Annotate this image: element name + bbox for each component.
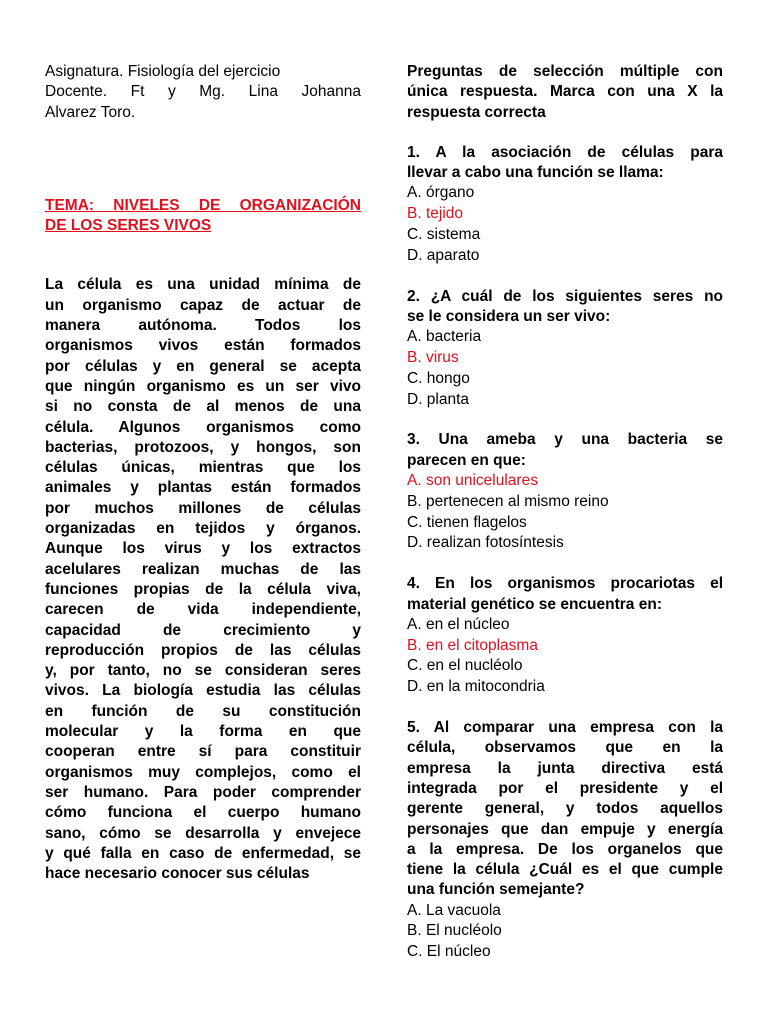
intro-line: ser humano. Para poder comprender <box>45 783 361 801</box>
answer-option[interactable]: C. sistema <box>407 226 481 244</box>
intro-line: organismos vivos están formados <box>45 337 361 355</box>
answer-option[interactable]: D. en la mitocondria <box>407 678 545 696</box>
intro-line: molecular y la forma en que <box>45 723 361 741</box>
question-1 <box>407 143 723 267</box>
intro-paragraph <box>45 275 361 884</box>
left-column <box>45 62 361 884</box>
question-list <box>407 143 723 963</box>
subject-line: Asignatura. Fisiología del ejercicio <box>45 63 281 80</box>
question-text-line: se le considera un ser vivo: <box>407 307 611 325</box>
intro-line: acelulares realizan muchas de las <box>45 560 361 578</box>
question-text-line: una función semejante? <box>407 881 585 899</box>
instructions-line-1: Preguntas de selección múltiple con <box>407 63 723 80</box>
intro-line: en función de su constitución <box>45 702 361 720</box>
intro-line: manera autónoma. Todos los <box>45 317 361 335</box>
intro-line: un organismo capaz de actuar de <box>45 296 361 314</box>
question-text-line: 4. En los organismos procariotas el <box>407 575 723 593</box>
question-4 <box>407 574 723 698</box>
intro-line: vivos. La biología estudia las células <box>45 682 361 700</box>
question-text <box>407 574 723 615</box>
question-text-line: tiene la célula ¿Cuál es el que cumple <box>407 861 723 879</box>
question-text-line: a la empresa. De los organelos que <box>407 840 723 858</box>
right-column <box>407 62 723 963</box>
answer-option[interactable]: C. El núcleo <box>407 943 491 961</box>
instructions-line-3: respuesta correcta <box>407 103 546 121</box>
question-text-line: llevar a cabo una función se llama: <box>407 164 664 182</box>
intro-line: organizadas en tejidos y órganos. <box>45 520 361 538</box>
intro-line: que ningún organismo es un ser vivo <box>45 377 361 395</box>
question-2 <box>407 287 723 411</box>
intro-line: capacidad de crecimiento y <box>45 621 361 639</box>
question-text-line: 2. ¿A cuál de los siguientes seres no <box>407 287 723 305</box>
intro-line: funciones propias de la célula viva, <box>45 580 361 598</box>
answer-option-correct[interactable]: B. tejido <box>407 205 464 223</box>
intro-line: carecen de vida independiente, <box>45 601 361 619</box>
intro-line: Aunque los virus y los extractos <box>45 540 361 558</box>
question-text <box>407 143 723 184</box>
intro-line: cómo funciona el cuerpo humano <box>45 804 361 822</box>
answer-option[interactable]: C. hongo <box>407 369 470 387</box>
intro-line: organismos muy complejos, como el <box>45 763 361 781</box>
answer-option[interactable]: A. órgano <box>407 184 475 202</box>
intro-line: y qué falla en caso de enfermedad, se <box>45 844 361 862</box>
intro-line: bacterias, protozoos, y hongos, son <box>45 438 361 456</box>
question-text-line: empresa la junta directiva está <box>407 759 723 777</box>
question-text <box>407 718 723 901</box>
question-text-line: personajes que dan empuje y energía <box>407 820 723 838</box>
question-text-line: parecen en que: <box>407 451 526 469</box>
topic-title-line-1: TEMA: NIVELES DE ORGANIZACIÓN <box>45 196 361 214</box>
intro-line: La célula es una unidad mínima de <box>45 276 361 294</box>
answer-option[interactable]: B. pertenecen al mismo reino <box>407 492 609 510</box>
teacher-line: Docente. Ft y Mg. Lina Johanna <box>45 83 361 101</box>
answer-option[interactable]: D. aparato <box>407 246 480 264</box>
answer-option[interactable]: A. en el núcleo <box>407 615 510 633</box>
intro-line: animales y plantas están formados <box>45 479 361 497</box>
answer-option[interactable]: A. La vacuola <box>407 901 501 919</box>
question-text-line: material genético se encuentra en: <box>407 595 662 613</box>
intro-line: y, por tanto, no se consideran seres <box>45 662 361 680</box>
answer-option[interactable]: C. tienen flagelos <box>407 513 527 531</box>
course-header <box>45 62 361 123</box>
topic-title-line-2: DE LOS SERES VIVOS <box>45 217 212 235</box>
teacher-name-line: Alvarez Toro. <box>45 103 136 121</box>
answer-option[interactable]: D. planta <box>407 390 470 408</box>
topic-title <box>45 196 361 237</box>
intro-line: por muchos millones de células <box>45 499 361 517</box>
intro-line: si no consta de al menos de una <box>45 398 361 416</box>
instructions-line-2: única respuesta. Marca con una X la <box>407 83 723 101</box>
intro-line: sano, cómo se desarrolla y envejece <box>45 824 361 842</box>
question-text <box>407 430 723 471</box>
question-text-line: 5. Al comparar una empresa con la <box>407 719 723 737</box>
intro-line: cooperan entre sí para constituir <box>45 743 361 761</box>
answer-option-correct[interactable]: B. virus <box>407 349 459 367</box>
question-text-line: célula, observamos que en la <box>407 739 723 757</box>
intro-line: célula. Algunos organismos como <box>45 418 361 436</box>
intro-line: reproducción propios de las células <box>45 641 361 659</box>
question-text <box>407 287 723 328</box>
answer-option[interactable]: D. realizan fotosíntesis <box>407 534 564 552</box>
answer-option-correct[interactable]: A. son unicelulares <box>407 472 538 490</box>
instructions <box>407 62 723 123</box>
question-text-line: integrada por el presidente y el <box>407 779 723 797</box>
question-3 <box>407 430 723 554</box>
intro-line: por células y en general se acepta <box>45 357 361 375</box>
question-text-line: gerente general, y todos aquellos <box>407 800 723 818</box>
intro-line: células únicas, mientras que los <box>45 459 361 477</box>
question-text-line: 1. A la asociación de células para <box>407 143 723 161</box>
answer-option[interactable]: A. bacteria <box>407 328 482 346</box>
answer-option-correct[interactable]: B. en el citoplasma <box>407 636 538 654</box>
intro-line: hace necesario conocer sus células <box>45 865 310 883</box>
answer-option[interactable]: B. El nucléolo <box>407 922 502 940</box>
question-text-line: 3. Una ameba y una bacteria se <box>407 431 723 449</box>
answer-option[interactable]: C. en el nucléolo <box>407 657 523 675</box>
question-5 <box>407 718 723 963</box>
